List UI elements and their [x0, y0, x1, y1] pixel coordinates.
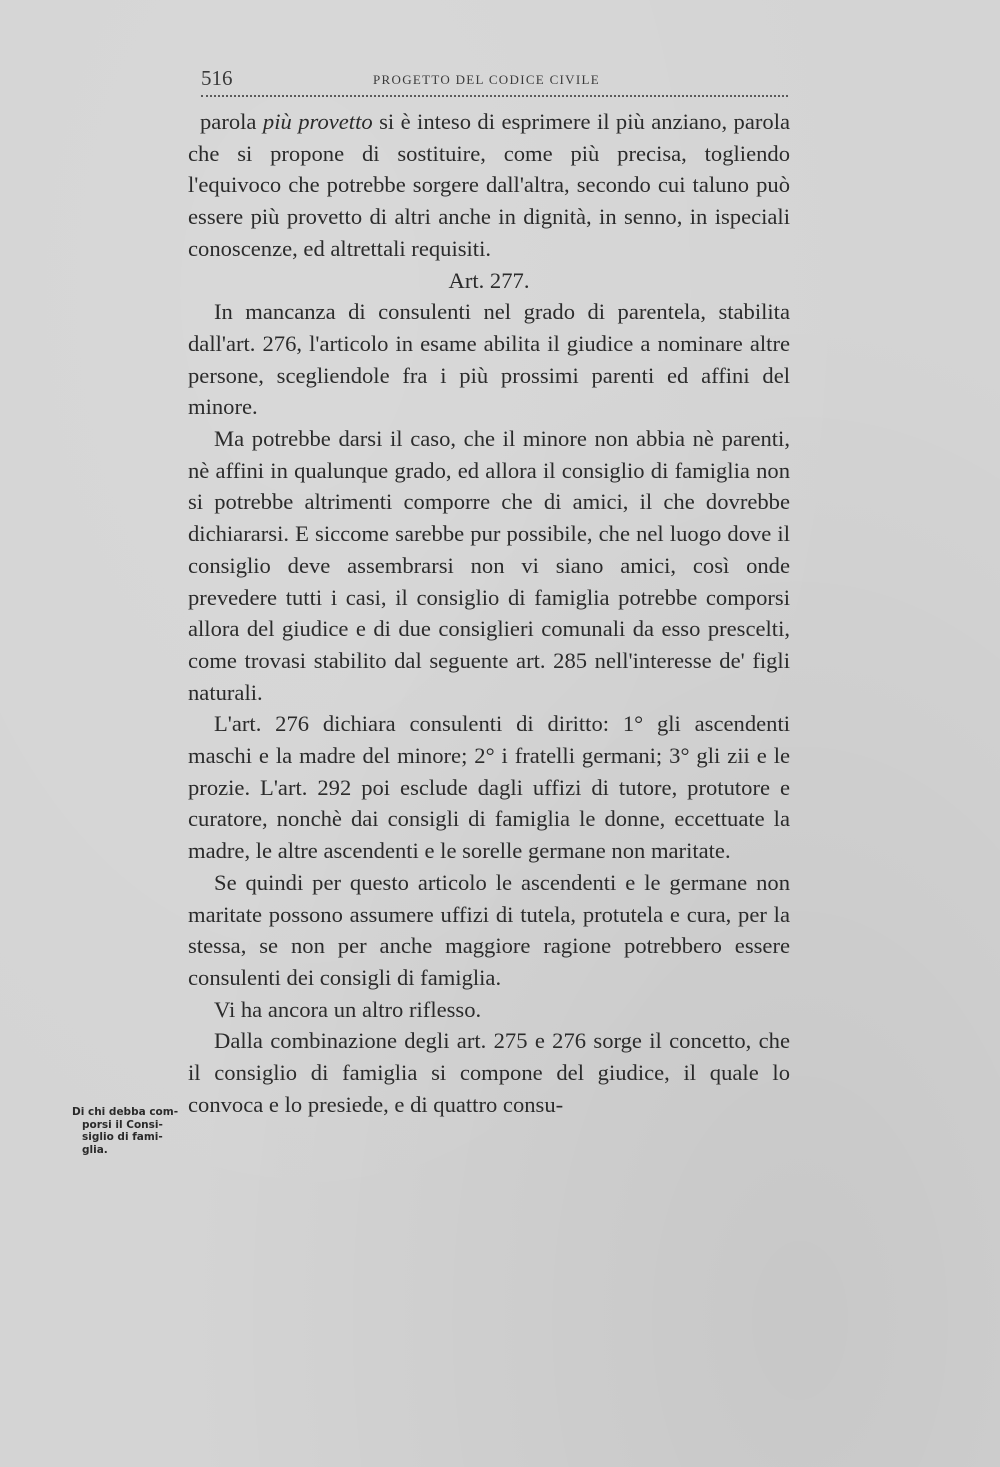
italic-phrase: più provetto	[262, 109, 373, 134]
header-dotted-rule	[201, 95, 788, 97]
body-text	[188, 106, 790, 1121]
page-number: 516	[201, 66, 233, 90]
paragraph-4: L'art. 276 dichiara consulenti di diritto: 1° gli ascendenti maschi e la madre del minore; 2° i fratelli germani; 3° gli zii e le prozie. L'art. 292 poi esclude dagli uffizi di tutore, protutore e curatore, nonchè dai consigli di famiglia le donne, eccettuate la madre, le altre ascendenti e le sorelle germane non maritate.	[188, 711, 790, 864]
marginal-note-line: porsi il Consi-	[82, 1118, 163, 1131]
marginal-note-line: siglio di fami-	[82, 1131, 163, 1143]
paragraph-5: Se quindi per questo articolo le ascendenti e le germane non maritate possono assumere uffizi di tutela, protutela e cura, per la stessa, se non per anche maggiore ragione potrebbero essere consulenti dei consigli di famiglia.	[188, 869, 790, 990]
running-title: PROGETTO DEL CODICE CIVILE	[373, 72, 600, 87]
article-heading: Art. 277.	[448, 267, 530, 293]
paragraph-1	[188, 106, 790, 265]
marginal-note	[72, 1106, 180, 1156]
paragraph-3: Ma potrebbe darsi il caso, che il minore non abbia nè parenti, nè affini in qualunque grado, ed allora il consiglio di famiglia non si potrebbe altrimenti comporre che di amici, il che dovrebbe dichiararsi. E siccome sarebbe pur possibile, che nel luogo dove il consiglio deve assembrarsi non vi siano amici, così onde prevedere tutti i casi, il consiglio di famiglia potrebbe comporsi allora del giudice e di due consiglieri comunali da esso prescelti, come trovasi stabilito dal seguente art. 285 nell'interesse de' figli naturali.	[188, 426, 790, 705]
paragraph-1-lead: parola	[200, 109, 263, 134]
paragraph-2: In mancanza di consulenti nel grado di parentela, stabilita dall'art. 276, l'articolo in esame abilita il giudice a nominare altre persone, scegliendole fra i più prossimi parenti ed affini del minore.	[188, 299, 790, 420]
paragraph-1-rest: si è inteso di esprimere il più anziano, parola che si propone di sostituire, come più precisa, togliendo l'equivoco che potrebbe sorgere dall'altra, secondo cui taluno può essere più provetto di altri anche in dignità, in senno, in ispeciali conoscenze, ed altrettali requisiti.	[188, 109, 791, 261]
marginal-note-line: Di chi debba com-	[72, 1106, 179, 1118]
marginal-note-line: glia.	[82, 1143, 108, 1156]
running-head	[201, 66, 788, 94]
paragraph-7: Dalla combinazione degli art. 275 e 276 sorge il concetto, che il consiglio di famiglia si compone del giudice, il quale lo convoca e lo presiede, e di quattro consu-	[188, 1028, 790, 1117]
paragraph-6: Vi ha ancora un altro riflesso.	[214, 996, 482, 1022]
